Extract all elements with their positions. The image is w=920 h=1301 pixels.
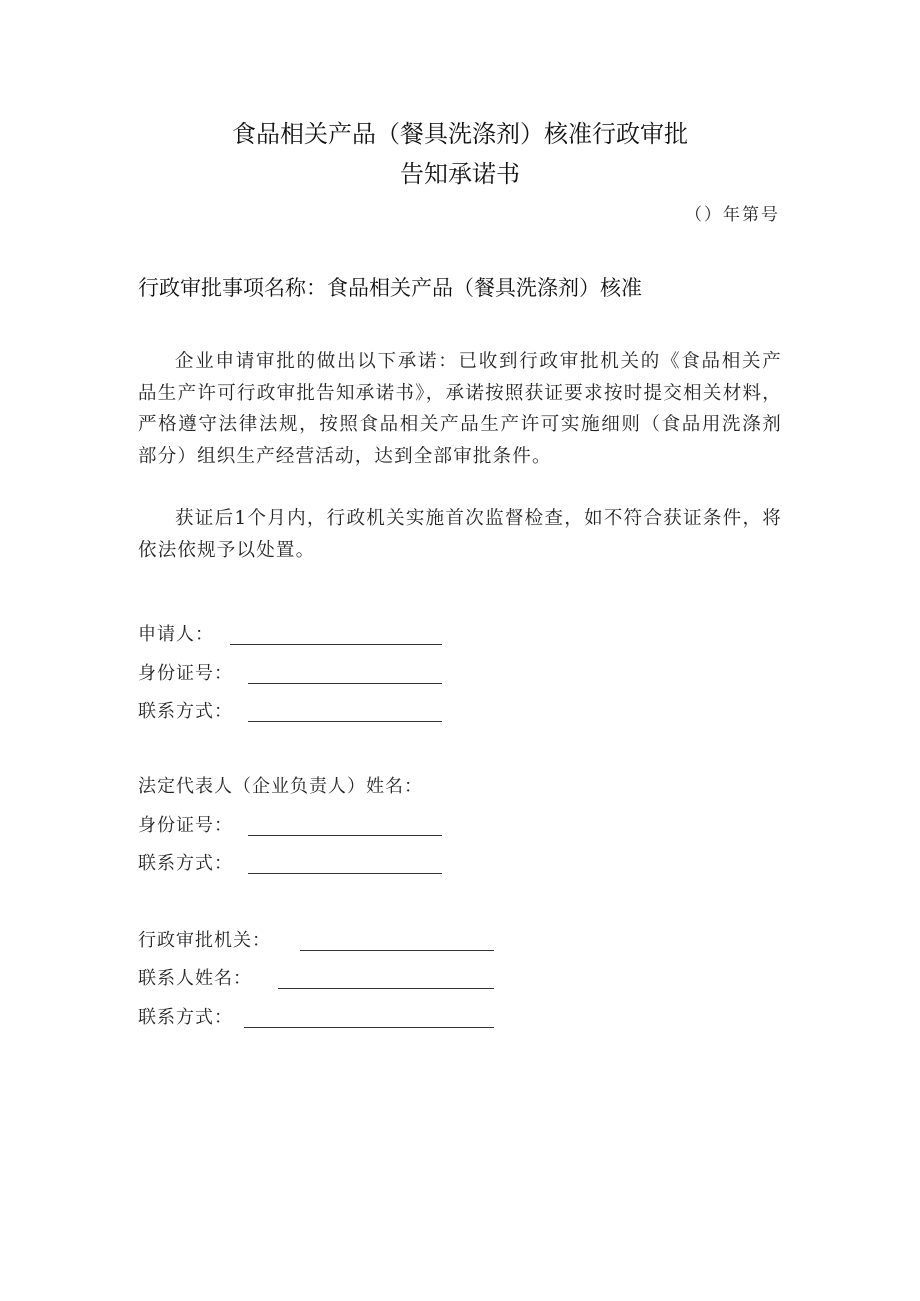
applicant-contact-field[interactable]: [138, 699, 233, 725]
authority-contact-name-blank[interactable]: [278, 988, 494, 989]
approval-item-name: 行政审批事项名称：食品相关产品（餐具洗涤剂）核准: [138, 276, 642, 300]
applicant-id-label: 身份证号：: [138, 663, 233, 684]
legal-rep-id-label: 身份证号：: [138, 815, 233, 836]
legal-rep-id-field[interactable]: [138, 813, 233, 839]
document-number: （）年第号: [685, 205, 780, 225]
legal-rep-name-label: 法定代表人（企业负责人）姓名：: [138, 776, 423, 797]
authority-contact-blank[interactable]: [244, 1027, 494, 1028]
applicant-contact-label: 联系方式：: [138, 701, 233, 722]
authority-contact-field[interactable]: [138, 1005, 233, 1031]
legal-rep-contact-label: 联系方式：: [138, 853, 233, 874]
authority-contact-label: 联系方式：: [138, 1007, 233, 1028]
applicant-name-blank[interactable]: [230, 644, 442, 645]
document-title-line1: 食品相关产品（餐具洗涤剂）核准行政审批: [232, 120, 688, 148]
legal-rep-id-blank[interactable]: [248, 835, 442, 836]
applicant-id-field[interactable]: [138, 661, 233, 687]
commitment-paragraph-2: 获证后1个月内，行政机关实施首次监督检查，如不符合获证条件，将依法依规予以处置。: [138, 508, 782, 561]
authority-contact-name-field[interactable]: [138, 966, 252, 992]
legal-rep-contact-field[interactable]: [138, 851, 233, 877]
commitment-paragraph-1: 企业申请审批的做出以下承诺：已收到行政审批机关的《食品相关产品生产许可行政审批告知承诺书》，承诺按照获证要求按时提交相关材料，严格遵守法律法规，按照食品相关产品生产许可实施细则（食品用洗涤剂部分）组织生产经营活动，达到全部审批条件。: [138, 351, 782, 467]
authority-org-blank[interactable]: [300, 950, 494, 951]
applicant-contact-blank[interactable]: [248, 721, 442, 722]
applicant-id-blank[interactable]: [248, 683, 442, 684]
document-title-line2: 告知承诺书: [400, 160, 520, 188]
legal-rep-name-field[interactable]: [138, 774, 423, 800]
applicant-name-field[interactable]: [138, 622, 214, 648]
authority-contact-name-label: 联系人姓名：: [138, 968, 252, 989]
applicant-name-label: 申请人：: [138, 624, 214, 645]
legal-rep-contact-blank[interactable]: [248, 873, 442, 874]
authority-org-label: 行政审批机关：: [138, 930, 271, 951]
authority-org-field[interactable]: [138, 928, 271, 954]
